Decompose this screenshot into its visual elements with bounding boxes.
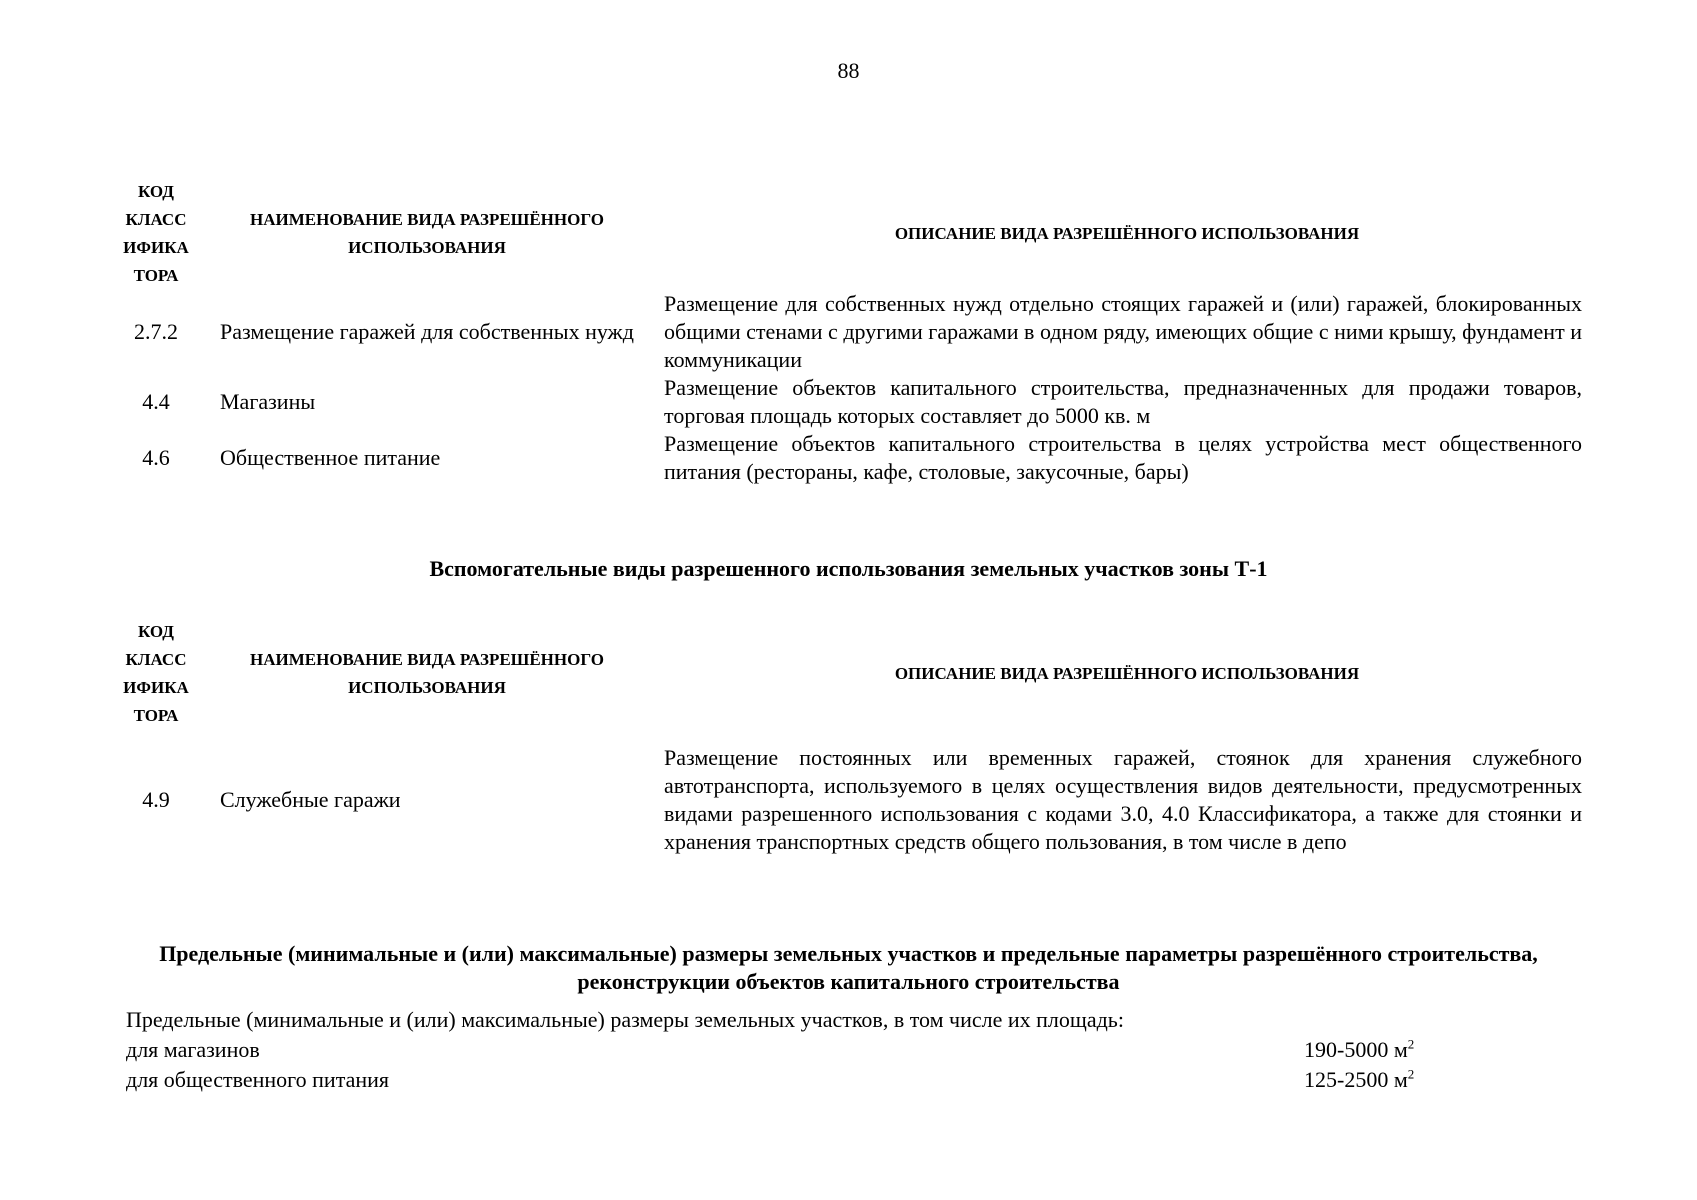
table-row <box>110 430 1590 486</box>
code-column-header: КОД КЛАСС ИФИКА ТОРА <box>123 182 189 285</box>
use-description: Размещение постоянных или временных гаражей, стоянок для хранения служебного автотранспорта, используемого в целях осуществления видов деятельности, предусмотренных видами разрешенного использования с кодами 3.0, 4.0 Классификатора, а также для стоянки и хранения транспортных средств общего пользования, в том числе в депо <box>664 745 1582 854</box>
description-column-header: ОПИСАНИЕ ВИДА РАЗРЕШЁННОГО ИСПОЛЬЗОВАНИЯ <box>894 224 1360 243</box>
code-column-header: КОД КЛАСС ИФИКА ТОРА <box>123 622 189 725</box>
use-code: 4.9 <box>142 787 170 812</box>
limit-row <box>126 1065 1426 1095</box>
description-column-header: ОПИСАНИЕ ВИДА РАЗРЕШЁННОГО ИСПОЛЬЗОВАНИЯ <box>894 664 1360 683</box>
use-description: Размещение объектов капитального строительства в целях устройства мест общественного питания (рестораны, кафе, столовые, закусочные, бары) <box>664 431 1582 484</box>
table-header-row <box>110 178 1590 290</box>
limits-section <box>126 1005 1426 1095</box>
use-name: Размещение гаражей для собственных нужд <box>220 319 634 344</box>
table-row <box>110 290 1590 374</box>
use-name: Общественное питание <box>220 445 441 470</box>
table-row <box>110 374 1590 430</box>
name-column-header: НАИМЕНОВАНИЕ ВИДА РАЗРЕШЁННОГО ИСПОЛЬЗОВАНИЯ <box>250 650 604 697</box>
limits-intro: Предельные (минимальные и (или) максимальные) размеры земельных участков, в том числе их площадь: <box>126 1007 1124 1032</box>
use-code: 4.6 <box>142 445 170 470</box>
use-description: Размещение для собственных нужд отдельно стоящих гаражей и (или) гаражей, блокированных общими стенами с другими гаражами в одном ряду, имеющих общие с ними крышу, фундамент и коммуникации <box>664 291 1582 372</box>
use-code: 2.7.2 <box>134 319 178 344</box>
table-row <box>110 730 1590 870</box>
auxiliary-uses-table <box>110 618 1590 870</box>
use-name: Служебные гаражи <box>220 787 401 812</box>
limit-label: для магазинов <box>126 1037 260 1062</box>
use-description: Размещение объектов капитального строительства, предназначенных для продажи товаров, торговая площадь которых составляет до 5000 кв. м <box>664 375 1582 428</box>
limit-value: 190-5000 $м^2$ <box>1304 1036 1415 1062</box>
limit-label: для общественного питания <box>126 1067 390 1092</box>
auxiliary-uses-heading: Вспомогательные виды разрешенного использования земельных участков зоны Т-1 <box>429 556 1268 581</box>
use-name: Магазины <box>220 389 316 414</box>
limit-row <box>126 1035 1426 1065</box>
use-code: 4.4 <box>142 389 170 414</box>
limits-heading: Предельные (минимальные и (или) максимальные) размеры земельных участков и предельные параметры разрешённого строительства, реконструкции объектов капитального строительства <box>159 941 1538 994</box>
page-number: 88 <box>837 58 860 83</box>
name-column-header: НАИМЕНОВАНИЕ ВИДА РАЗРЕШЁННОГО ИСПОЛЬЗОВАНИЯ <box>250 210 604 257</box>
table-header-row <box>110 618 1590 730</box>
main-uses-table <box>110 178 1590 486</box>
limit-value: 125-2500 $м^2$ <box>1304 1066 1415 1092</box>
